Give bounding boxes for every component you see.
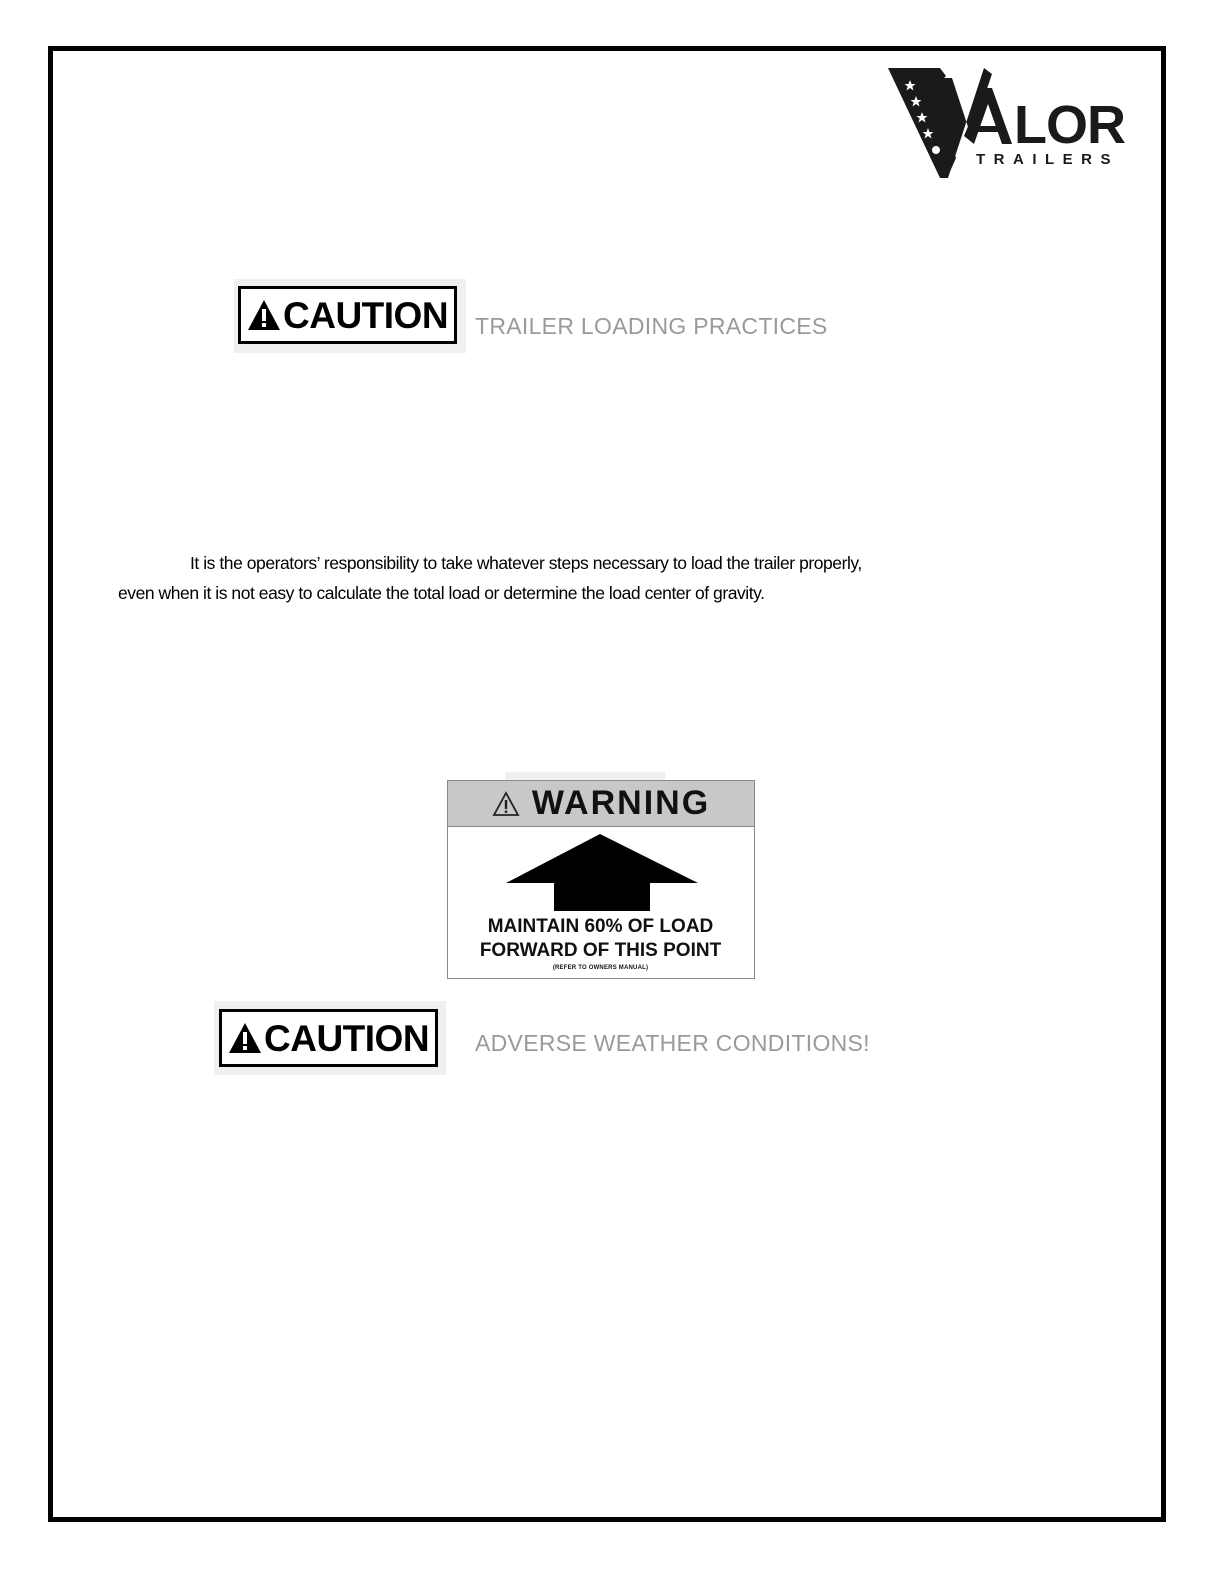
warning-triangle-icon	[247, 299, 281, 331]
body-paragraph	[118, 548, 1048, 608]
warning-triangle-icon	[228, 1022, 262, 1054]
warning-line-1: MAINTAIN 60% OF LOAD	[487, 916, 714, 937]
section-heading-loading: TRAILER LOADING PRACTICES	[475, 313, 828, 339]
caution-label-loading	[238, 286, 457, 344]
warning-placard	[447, 780, 755, 979]
section-heading-weather: ADVERSE WEATHER CONDITIONS!	[475, 1030, 870, 1056]
caution-text: CAUTION	[264, 1017, 430, 1059]
warning-title: WARNING	[531, 784, 711, 822]
up-arrow-icon	[448, 831, 753, 911]
warning-triangle-icon	[492, 791, 520, 817]
warning-note: (REFER TO OWNERS MANUAL)	[552, 965, 649, 971]
caution-text: CAUTION	[283, 294, 449, 336]
warning-line-2: FORWARD OF THIS POINT	[479, 940, 722, 961]
caution-label-weather	[219, 1009, 438, 1067]
paragraph-line-2: even when it is not easy to calculate the total load or determine the load center of gravity.	[118, 583, 765, 603]
warning-header	[448, 781, 754, 827]
logo-main-text: LOR	[1014, 95, 1125, 155]
logo-sub-text: TRAILERS	[976, 151, 1119, 168]
paragraph-line-1: It is the operators’ responsibility to take whatever steps necessary to load the trailer properly,	[190, 553, 862, 573]
valor-trailers-logo	[888, 66, 1148, 182]
